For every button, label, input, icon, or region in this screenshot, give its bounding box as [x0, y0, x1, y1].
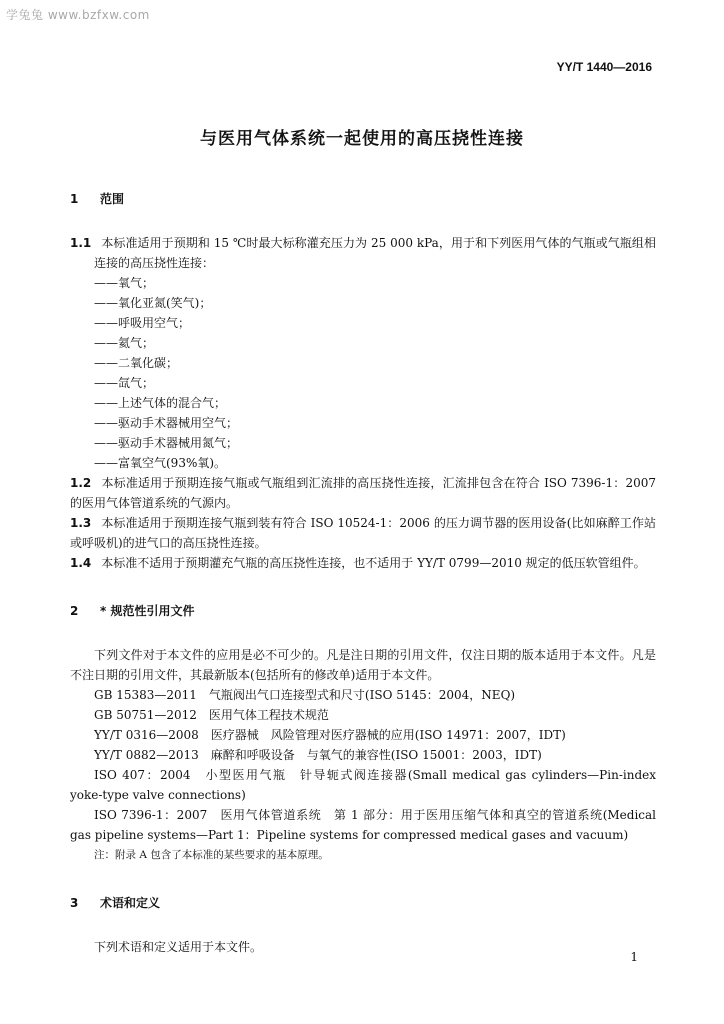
reference-item: ISO 407：2004 小型医用气瓶 针导轭式阀连接器(Small medical gas cylinders—Pin-index yoke-type valve connections)	[70, 768, 656, 802]
section-3-heading	[70, 893, 656, 913]
clause-text: 本标准适用于预期连接气瓶或气瓶组到汇流排的高压挠性连接，汇流排包含在符合 ISO 7396-1：2007 的医用气体管道系统的气源内。	[70, 476, 656, 510]
section-title: * 规范性引用文件	[100, 604, 195, 618]
document-body	[70, 189, 656, 957]
section-3-intro: 下列术语和定义适用于本文件。	[94, 940, 263, 954]
clause-1-4	[70, 553, 656, 573]
clause-text: 本标准不适用于预期灌充气瓶的高压挠性连接，也不适用于 YY/T 0799—2010 规定的低压软管组件。	[101, 556, 646, 570]
list-item: ——驱动手术器械用空气；	[94, 416, 239, 430]
section-number: 1	[70, 192, 79, 206]
clause-text: 本标准适用于预期连接气瓶到装有符合 ISO 10524-1：2006 的压力调节器的医用设备(比如麻醉工作站或呼吸机)的进气口的高压挠性连接。	[70, 516, 656, 550]
section-number: 3	[70, 896, 79, 910]
watermark-text: 学兔兔 www.bzfxw.com	[6, 8, 150, 22]
note-text: 注：附录 A 包含了本标准的某些要求的基本原理。	[94, 849, 329, 861]
clause-1-2	[70, 473, 656, 513]
clause-number: 1.2	[70, 476, 92, 490]
section-title: 术语和定义	[100, 896, 161, 910]
document-title: 与医用气体系统一起使用的高压挠性连接	[200, 129, 524, 149]
clause-1-1	[70, 233, 656, 273]
clause-text: 本标准适用于预期和 15 ℃时最大标称灌充压力为 25 000 kPa，用于和下列医用气体的气瓶或气瓶组相连接的高压挠性连接：	[94, 236, 656, 270]
list-item: ——氙气；	[94, 376, 155, 390]
list-item: ——氧化亚氮(笑气)；	[94, 296, 212, 310]
reference-item: ISO 7396-1：2007 医用气体管道系统 第 1 部分：用于医用压缩气体和真空的管道系统(Medical gas pipeline systems—Part 1：Pipeline systems for compressed medical gases and vacuum)	[70, 808, 656, 842]
section-1-heading	[70, 189, 656, 209]
list-item: ——驱动手术器械用氮气；	[94, 436, 239, 450]
list-item: ——上述气体的混合气；	[94, 396, 227, 410]
list-item: ——二氧化碳；	[94, 356, 179, 370]
section-number: 2	[70, 604, 79, 618]
clause-number: 1.1	[70, 236, 92, 250]
gas-list	[70, 273, 656, 473]
clause-number: 1.3	[70, 516, 92, 530]
section-2-intro: 下列文件对于本文件的应用是必不可少的。凡是注日期的引用文件，仅注日期的版本适用于本文件。凡是不注日期的引用文件，其最新版本(包括所有的修改单)适用于本文件。	[70, 648, 656, 682]
section-title: 范围	[100, 192, 125, 206]
list-item: ——富氧空气(93%氧)。	[94, 456, 227, 470]
reference-list	[70, 685, 656, 845]
list-item: ——氦气；	[94, 336, 155, 350]
standard-code: YY/T 1440—2016	[556, 60, 652, 74]
list-item: ——氧气；	[94, 276, 155, 290]
page-number: 1	[630, 950, 638, 964]
clause-1-3	[70, 513, 656, 553]
reference-item: GB 15383—2011 气瓶阀出气口连接型式和尺寸(ISO 5145：2004，NEQ)	[94, 688, 516, 702]
reference-item: YY/T 0316—2008 医疗器械 风险管理对医疗器械的应用(ISO 14971：2007，IDT)	[94, 728, 566, 742]
list-item: ——呼吸用空气；	[94, 316, 191, 330]
section-2-heading	[70, 601, 656, 621]
reference-item: YY/T 0882—2013 麻醉和呼吸设备 与氧气的兼容性(ISO 15001：2003，IDT)	[94, 748, 542, 762]
clause-number: 1.4	[70, 556, 92, 570]
reference-item: GB 50751—2012 医用气体工程技术规范	[94, 708, 329, 722]
